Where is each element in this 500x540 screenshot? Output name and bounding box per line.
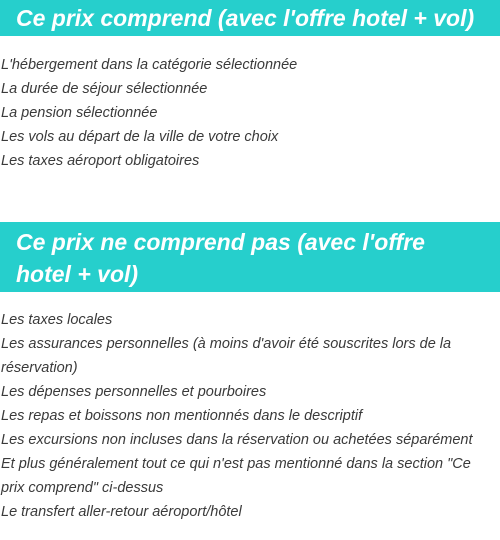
included-section-title: Ce prix comprend (avec l'offre hotel + vol): [0, 0, 500, 36]
excluded-item: Et plus généralement tout ce qui n'est pas mentionné dans la section "Ce prix comprend" ci-dessus: [1, 456, 471, 496]
included-item: L'hébergement dans la catégorie sélectionnée: [1, 57, 298, 73]
included-section: [0, 0, 500, 173]
included-list: [0, 53, 500, 173]
excluded-section: [0, 222, 500, 524]
excluded-item: Les excursions non incluses dans la réservation ou achetées séparément: [1, 432, 473, 448]
excluded-item: Le transfert aller-retour aéroport/hôtel: [1, 504, 242, 520]
included-item: Les vols au départ de la ville de votre choix: [1, 129, 279, 145]
excluded-item: Les repas et boissons non mentionnés dans le descriptif: [1, 408, 363, 424]
excluded-item: Les assurances personnelles (à moins d'avoir été souscrites lors de la réservation): [1, 336, 452, 376]
included-item: Les taxes aéroport obligatoires: [1, 153, 200, 169]
excluded-item: Les taxes locales: [1, 312, 113, 328]
excluded-list: [0, 308, 500, 524]
included-item: La durée de séjour sélectionnée: [1, 81, 208, 97]
excluded-item: Les dépenses personnelles et pourboires: [1, 384, 267, 400]
included-item: La pension sélectionnée: [1, 105, 158, 121]
excluded-section-title: Ce prix ne comprend pas (avec l'offre hotel + vol): [0, 222, 500, 292]
